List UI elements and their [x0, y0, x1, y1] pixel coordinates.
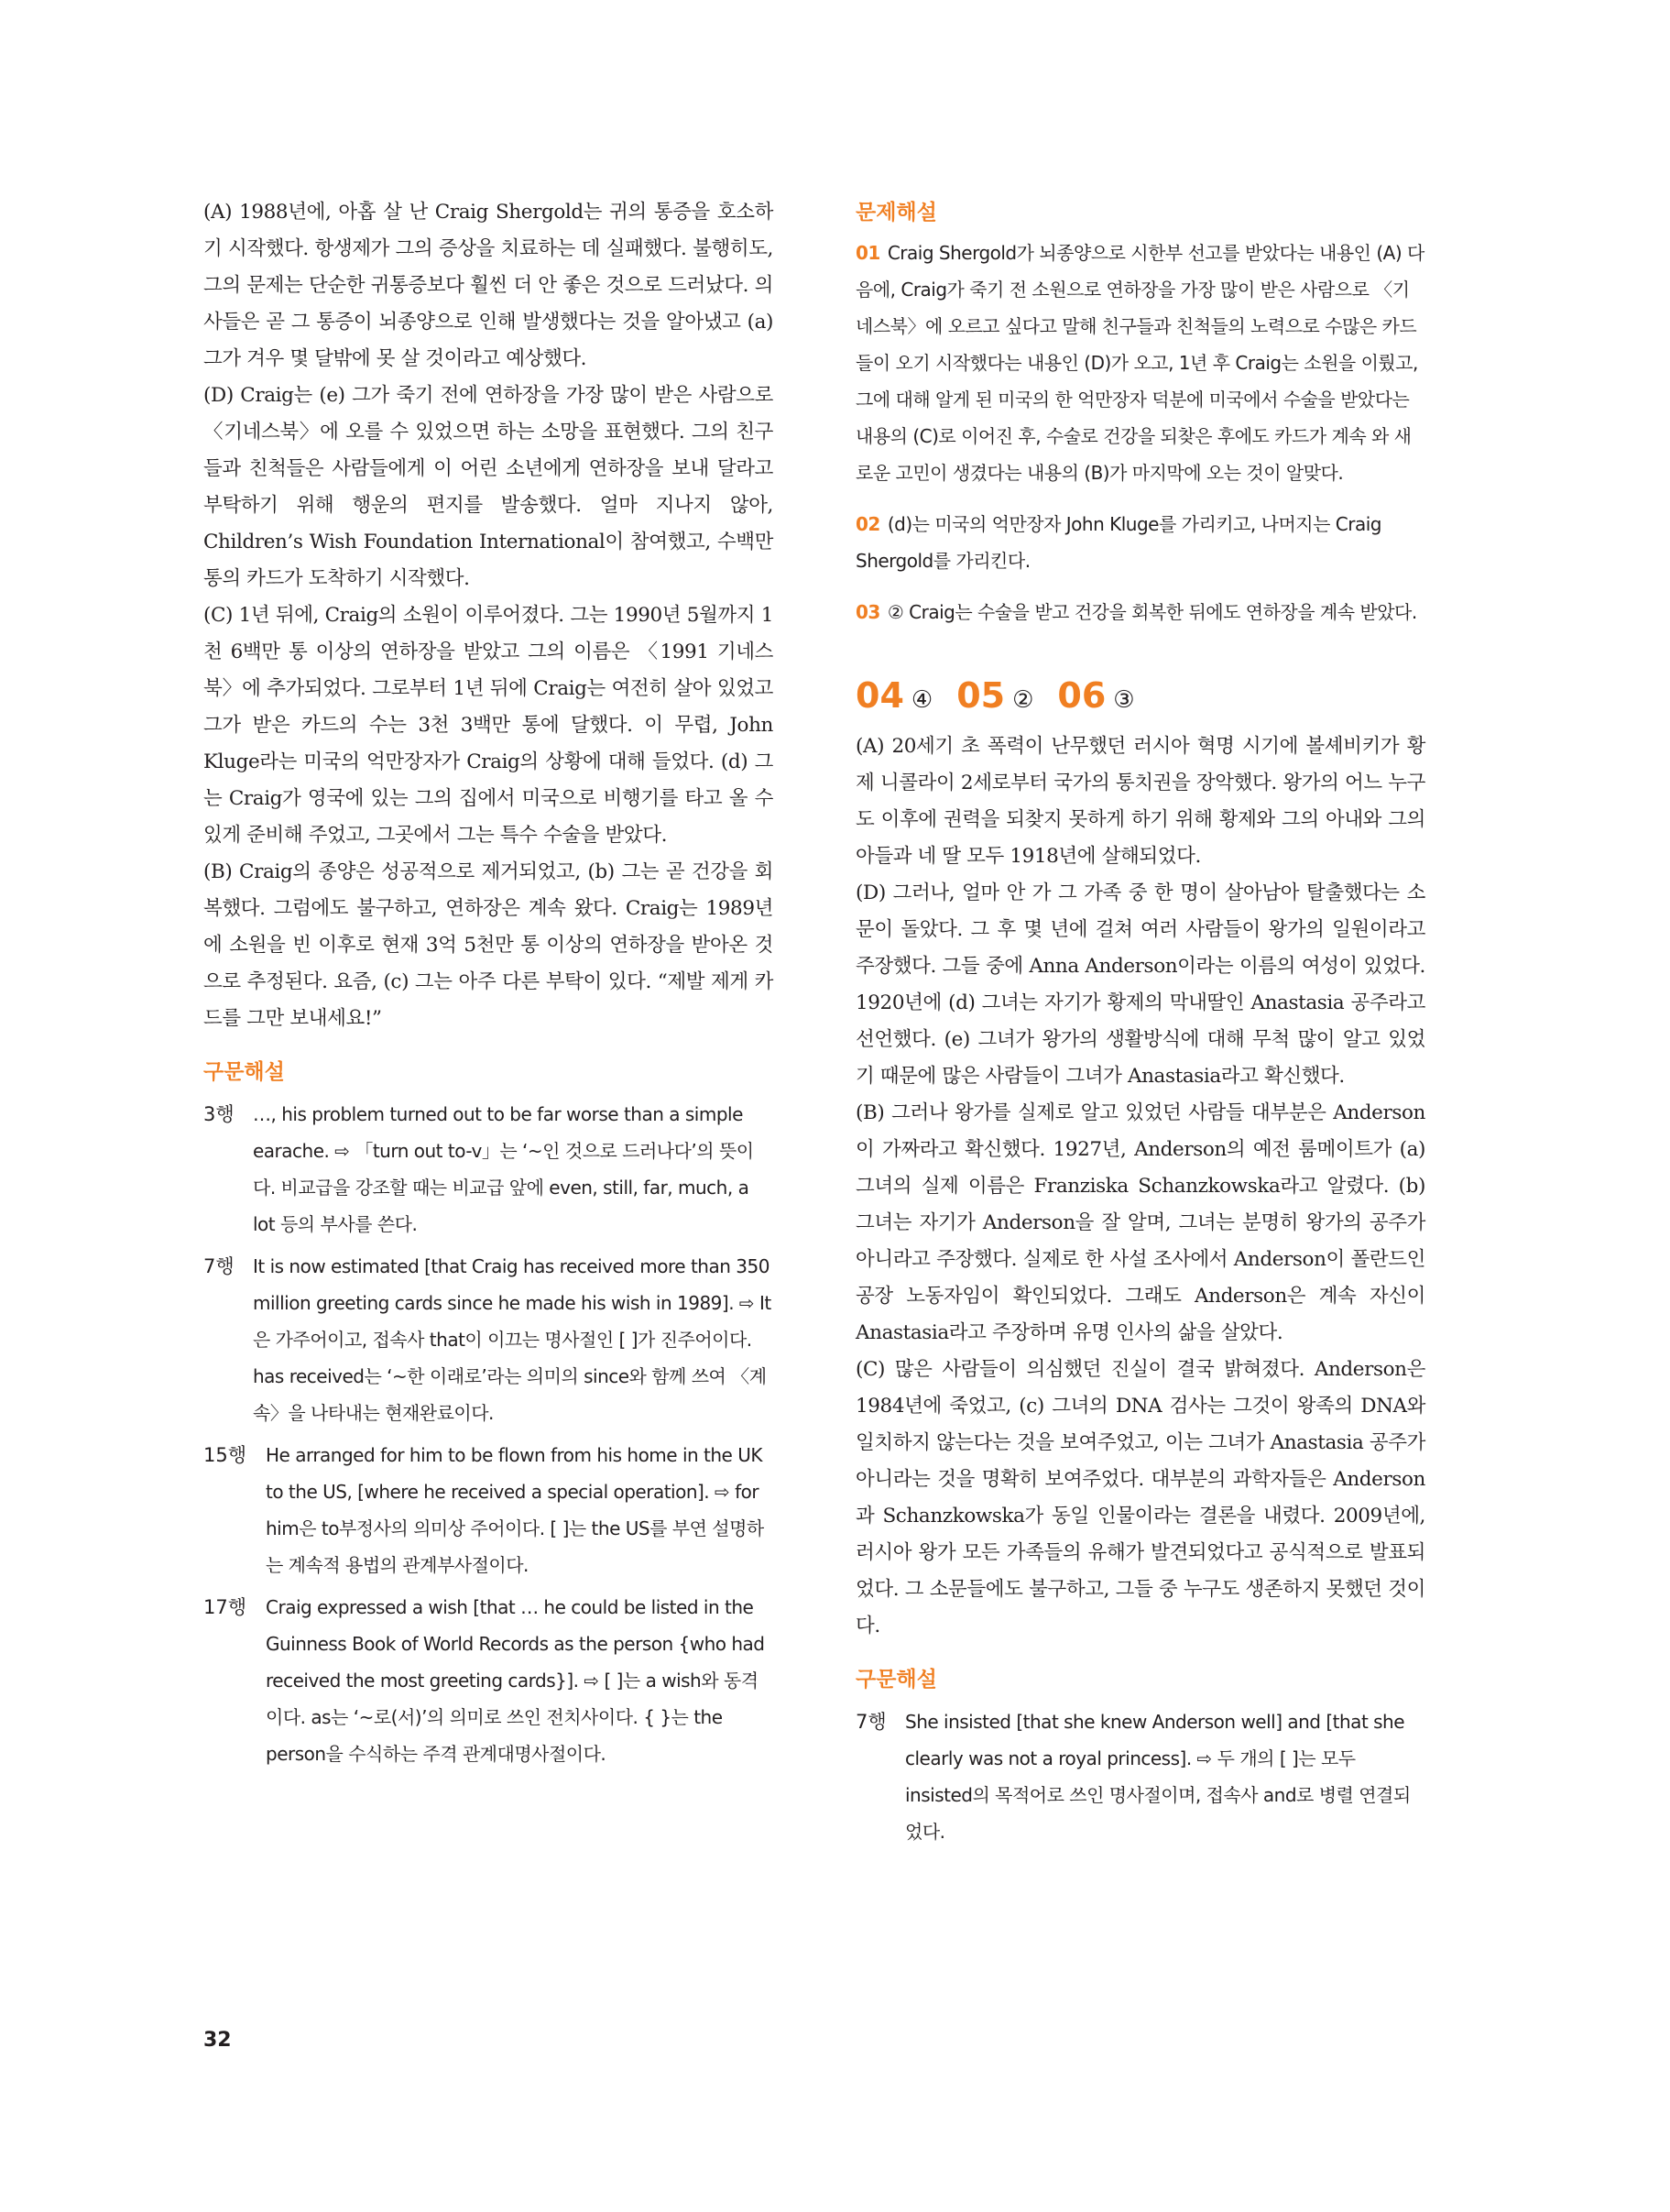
answer-key-heading: [856, 671, 1425, 725]
passage-paragraph-c: (C) 1년 뒤에, Craig의 소원이 이루어졌다. 그는 1990년 5월까지 1천 6백만 통 이상의 연하장을 받았고 그의 이름은 〈1991 기네스북〉에 추가되었다. 그로부터 1년 뒤에 Craig는 여전히 살아 있었고 그가 받은 카드의 수는 3천 3백만 통에 달했다. 이 무렵, John Kluge라는 미국의 억만장자가 Craig의 상황에 대해 들었다. (d) 그는 Craig가 영국에 있는 그의 집에서 미국으로 비행기를 타고 올 수 있게 준비해 주었고, 그곳에서 그는 특수 수술을 받았다.: [203, 604, 773, 847]
grammar-explanation: Craig expressed a wish [that … he could be listed in the Guinness Book of World Records as the person {who had received the most greeting cards}]. ⇨ [ ]는 a wish와 동격이다. as는 ‘~로(서)’의 의미로 쓰인 전치사이다. { }는 the person을 수식하는 주격 관계대명사절이다.: [266, 1596, 765, 1765]
line-number: 15행: [203, 1444, 247, 1466]
answer-explanation: [856, 506, 1425, 579]
grammar-item: [203, 1589, 773, 1772]
passage-paragraph-b: (B) 그러나 왕가를 실제로 알고 있었던 사람들 대부분은 Anderson이 가짜라고 확신했다. 1927년, Anderson의 예전 룸메이트가 (a) 그녀의 실제 이름은 Franziska Schanzkowska라고 알렸다. (b) 그녀는 자기가 Anderson을 잘 알며, 그녀는 분명히 왕가의 공주가 아니라고 주장했다. 실제로 한 사설 조사에서 Anderson이 폴란드인 공장 노동자임이 확인되었다. 그래도 Anderson은 계속 자신이 Anastasia라고 주장하며 유명 인사의 삶을 살았다.: [856, 1101, 1425, 1344]
line-number: 17행: [203, 1596, 247, 1618]
passage-paragraph-a: (A) 1988년에, 아홉 살 난 Craig Shergold는 귀의 통증을 호소하기 시작했다. 항생제가 그의 증상을 치료하는 데 실패했다. 불행히도, 그의 문제는 단순한 귀통증보다 훨씬 더 안 좋은 것으로 드러났다. 의사들은 곧 그 통증이 뇌종양으로 인해 발생했다는 것을 알아냈고 (a) 그가 겨우 몇 달밖에 못 살 것이라고 예상했다.: [203, 201, 773, 370]
passage-paragraph-a: (A) 20세기 초 폭력이 난무했던 러시아 혁명 시기에 볼셰비키가 황제 니콜라이 2세로부터 국가의 통치권을 장악했다. 왕가의 어느 누구도 이후에 권력을 되찾지 못하게 하기 위해 황제와 그의 아내와 그의 아들과 네 딸 모두 1918년에 살해되었다.: [856, 735, 1425, 868]
grammar-item: [203, 1248, 773, 1431]
answer-explanation: [856, 594, 1425, 630]
question-number: 03: [856, 601, 880, 623]
story-passage-anastasia: [856, 728, 1425, 1645]
grammar-explanation: She insisted [that she knew Anderson well] and [that she clearly was not a royal princess]. ⇨ 두 개의 [ ]는 모두 insisted의 목적어로 쓰인 명사절이며, 접속사 and로 병렬 연결되었다.: [905, 1711, 1411, 1843]
answer-text: ② Craig는 수술을 받고 건강을 회복한 뒤에도 연하장을 계속 받았다.: [887, 601, 1417, 623]
passage-paragraph-c: (C) 많은 사람들이 의심했던 진실이 결국 밝혀졌다. Anderson은 1984년에 죽었고, (c) 그녀의 DNA 검사는 그것이 왕족의 DNA와 일치하지 않는다는 것을 보여주었고, 이는 그녀가 Anastasia 공주가 아니라는 것을 명확히 보여주었다. 대부분의 과학자들은 Anderson과 Schanzkowska가 동일 인물이라는 결론을 내렸다. 2009년에, 러시아 왕가 모든 가족들의 유해가 발견되었다고 공식적으로 발표되었다. 그 소문들에도 불구하고, 그들 중 누구도 생존하지 못했던 것이다.: [856, 1358, 1425, 1637]
line-number: 3행: [203, 1103, 235, 1125]
grammar-item: [203, 1096, 773, 1243]
question-number: 06: [1057, 675, 1107, 716]
answer-choice: ③: [1113, 686, 1135, 714]
grammar-heading: 구문해설: [856, 1668, 937, 1692]
answer-heading: 문제해설: [856, 201, 937, 224]
answer-text: (d)는 미국의 억만장자 John Kluge를 가리키고, 나머지는 Craig Shergold를 가리킨다.: [856, 513, 1381, 572]
answer-text: Craig Shergold가 뇌종양으로 시한부 선고를 받았다는 내용인 (A) 다음에, Craig가 죽기 전 소원으로 연하장을 가장 많이 받은 사람으로 〈기네스북〉에 오르고 싶다고 말해 친구들과 친척들의 노력으로 수많은 카드들이 오기 시작했다는 내용인 (D)가 오고, 1년 후 Craig는 소원을 이뤘고, 그에 대해 알게 된 미국의 한 억만장자 덕분에 미국에서 수술을 받았다는 내용의 (C)로 이어진 후, 수술로 건강을 되찾은 후에도 카드가 계속 와 새로운 고민이 생겼다는 내용의 (B)가 마지막에 오는 것이 알맞다.: [856, 242, 1424, 484]
question-number: 05: [956, 675, 1006, 716]
grammar-explanation: It is now estimated [that Craig has received more than 350 million greeting cards since he made his wish in 1989]. ⇨ It은 가주어이고, 접속사 that이 이끄는 명사절인 [ ]가 진주어이다. has received는 ‘~한 이래로’라는 의미의 since와 함께 쓰여 〈계속〉을 나타내는 현재완료이다.: [253, 1255, 771, 1424]
grammar-item: [203, 1437, 773, 1583]
question-number: 02: [856, 513, 880, 535]
left-column: [203, 194, 773, 1772]
grammar-explanation: …, his problem turned out to be far worse than a simple earache. ⇨ 「turn out to-v」는 ‘~인 것으로 드러나다’의 뜻이다. 비교급을 강조할 때는 비교급 앞에 even, still, far, much, a lot 등의 부사를 쓴다.: [253, 1103, 754, 1235]
grammar-explanation: He arranged for him to be flown from his home in the UK to the US, [where he received a special operation]. ⇨ for him은 to부정사의 의미상 주어이다. [ ]는 the US를 부연 설명하는 계속적 용법의 관계부사절이다.: [266, 1444, 764, 1576]
answer-explanation: [856, 235, 1425, 491]
grammar-item: [856, 1703, 1425, 1850]
passage-paragraph-b: (B) Craig의 종양은 성공적으로 제거되었고, (b) 그는 곧 건강을 회복했다. 그럼에도 불구하고, 연하장은 계속 왔다. Craig는 1989년에 소원을 빈 이후로 현재 3억 5천만 통 이상의 연하장을 받아온 것으로 추정된다. 요즘, (c) 그는 아주 다른 부탁이 있다. “제발 제게 카드를 그만 보내세요!”: [203, 860, 773, 1030]
answer-choice: ②: [1012, 686, 1034, 714]
question-number: 01: [856, 242, 880, 264]
grammar-heading: 구문해설: [203, 1060, 285, 1084]
page-number: 32: [203, 2029, 232, 2052]
answer-choice: ④: [911, 686, 933, 714]
line-number: 7행: [856, 1711, 887, 1733]
line-number: 7행: [203, 1255, 235, 1277]
story-passage-craig: [203, 194, 773, 1037]
question-number: 04: [856, 675, 904, 716]
passage-paragraph-d: (D) Craig는 (e) 그가 죽기 전에 연하장을 가장 많이 받은 사람으로 〈기네스북〉에 오를 수 있었으면 하는 소망을 표현했다. 그의 친구들과 친척들은 사람들에게 이 어린 소년에게 연하장을 보내 달라고 부탁하기 위해 행운의 편지를 발송했다. 얼마 지나지 않아, Children’s Wish Foundation International이 참여했고, 수백만 통의 카드가 도착하기 시작했다.: [203, 384, 773, 590]
right-column: [856, 194, 1425, 1850]
passage-paragraph-d: (D) 그러나, 얼마 안 가 그 가족 중 한 명이 살아남아 탈출했다는 소문이 돌았다. 그 후 몇 년에 걸쳐 여러 사람들이 왕가의 일원이라고 주장했다. 그들 중에 Anna Anderson이라는 이름의 여성이 있었다. 1920년에 (d) 그녀는 자기가 황제의 막내딸인 Anastasia 공주라고 선언했다. (e) 그녀가 왕가의 생활방식에 대해 무척 많이 알고 있었기 때문에 많은 사람들이 그녀가 Anastasia라고 확신했다.: [856, 882, 1425, 1088]
